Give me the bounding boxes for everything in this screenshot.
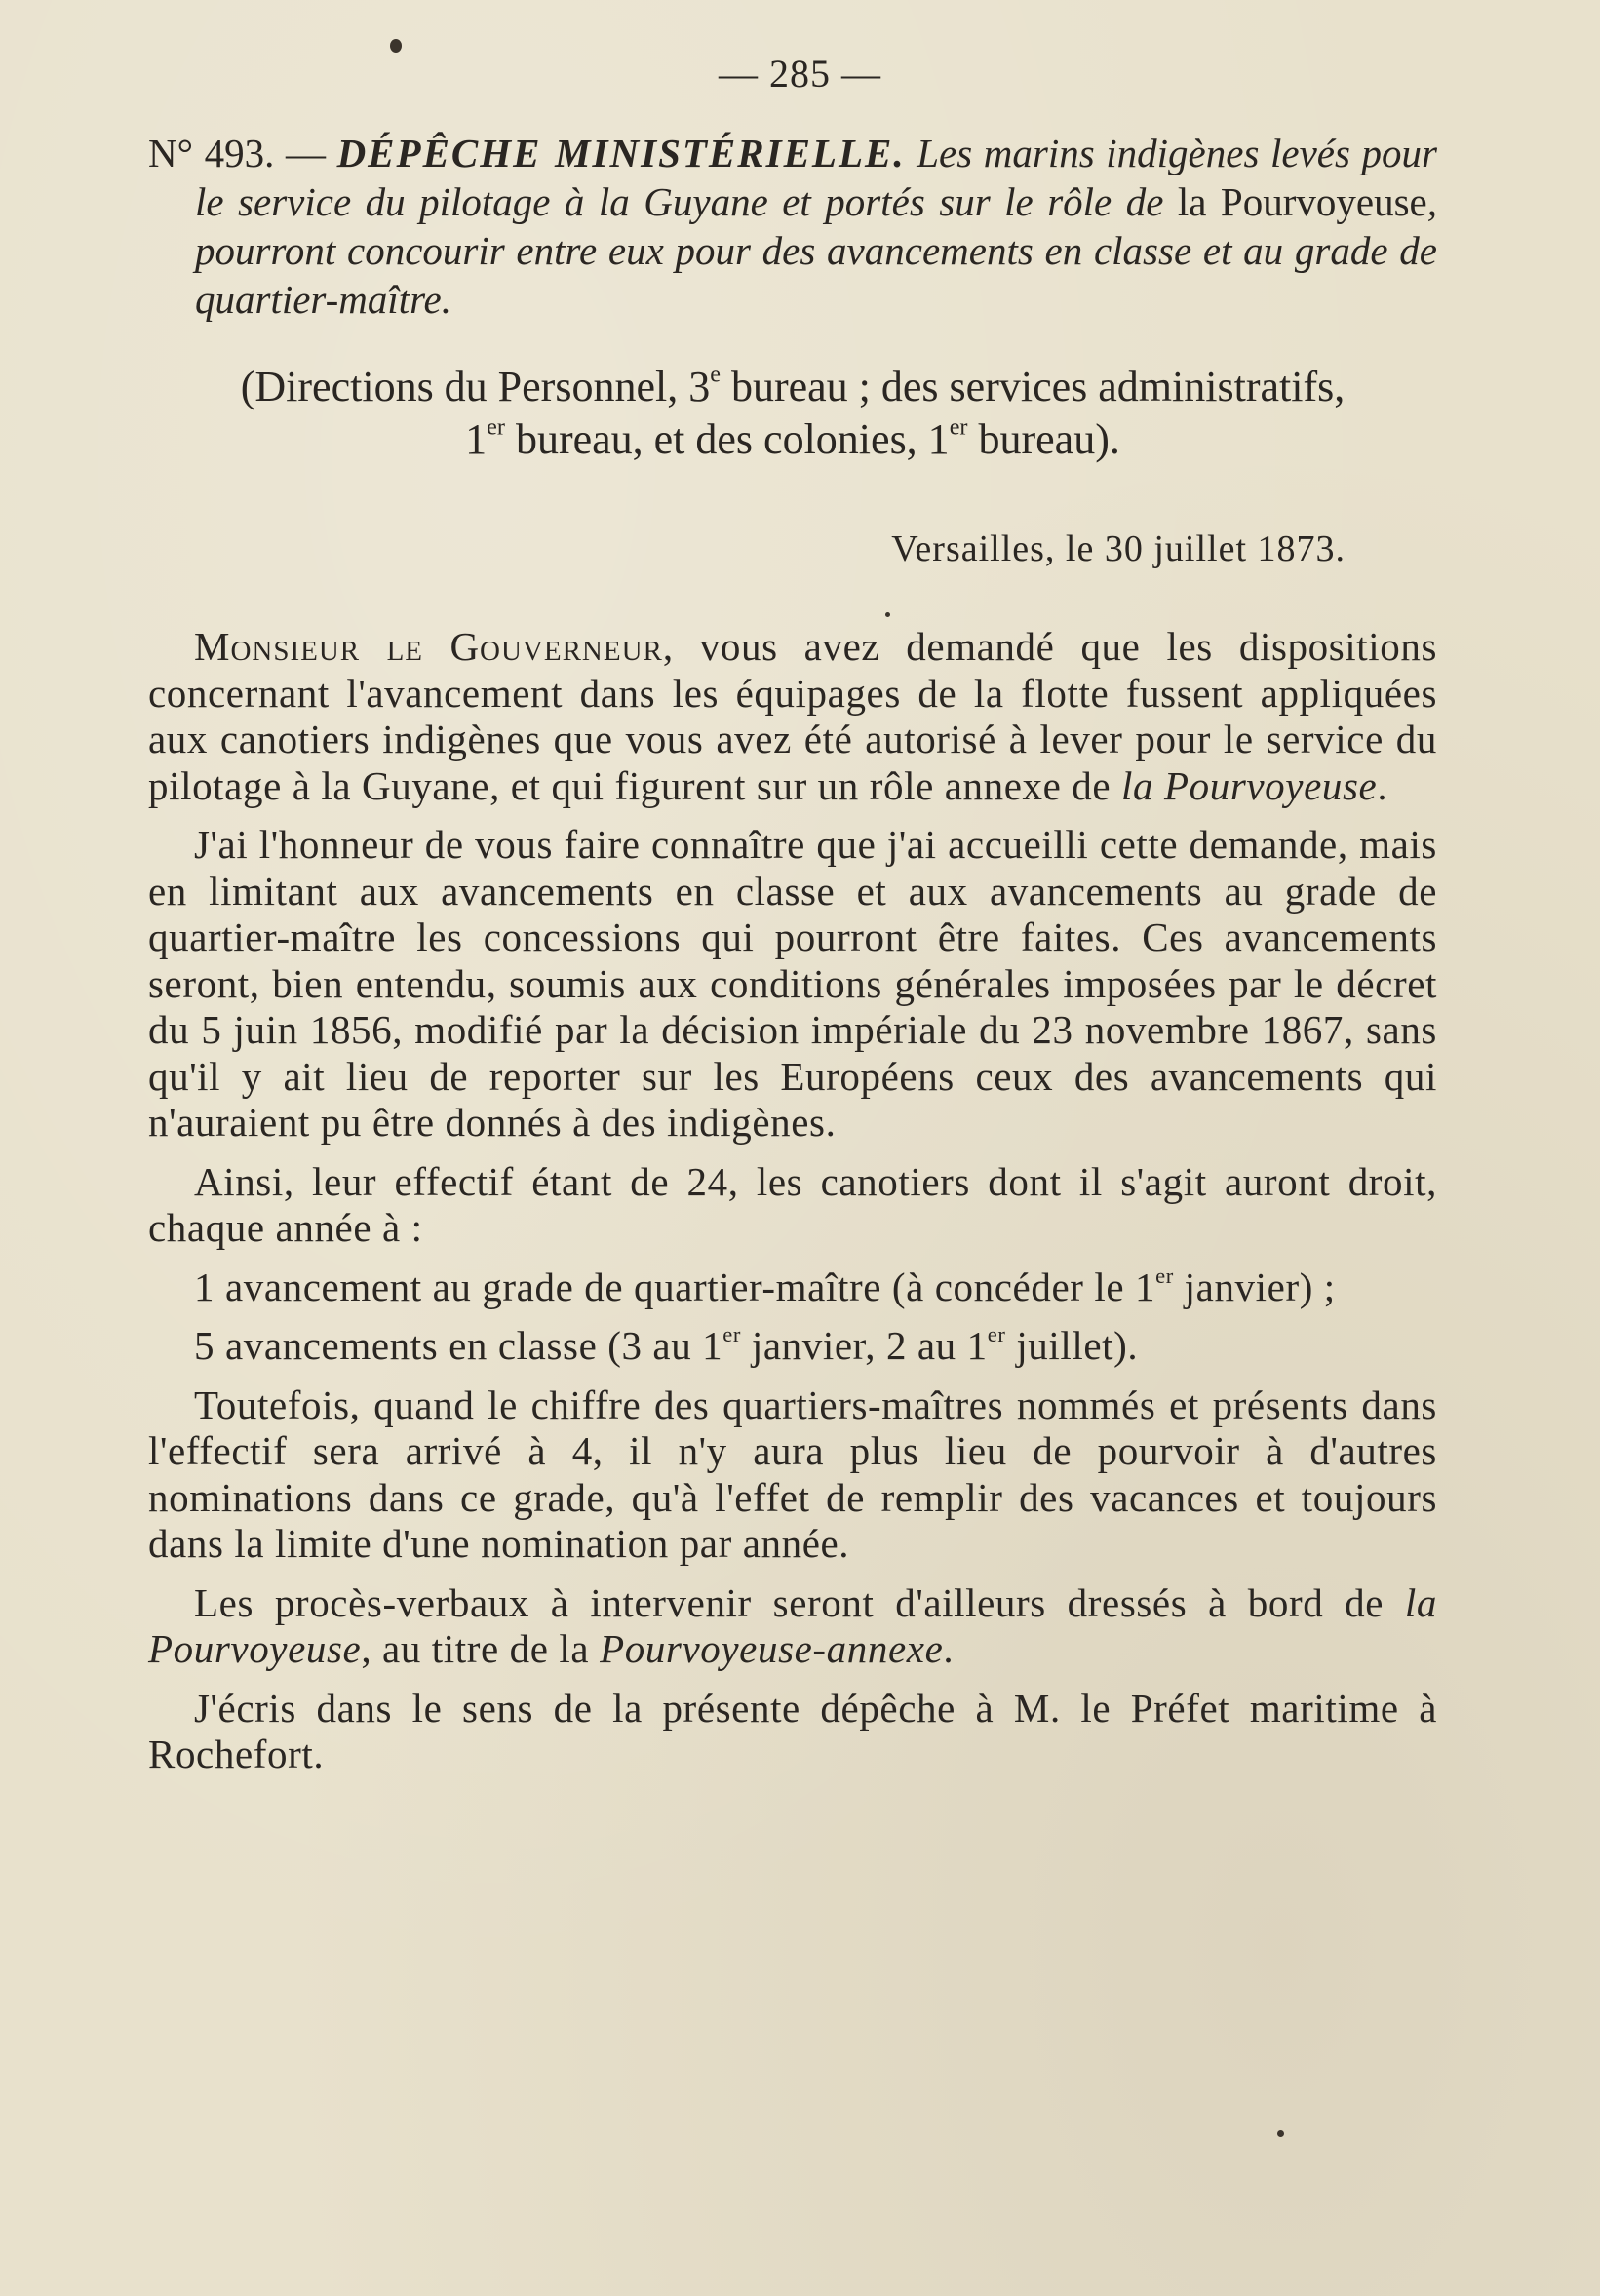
paragraph-3: Ainsi, leur effectif étant de 24, les canotiers dont il s'agit auront droit, chaque année à :	[148, 1158, 1437, 1250]
ordinal-sup: er	[487, 413, 505, 441]
dispatch-summary-ship: la Pourvoyeuse	[1177, 179, 1427, 224]
paragraph-1-text: , vous avez demandé que les dispositions concernant l'avancement dans les équipages de la flotte fussent appliquées aux canotiers indigènes que vous avez été autorisé à lever pour le service du pilotage à la Guyane, et qui figurent sur un rôle annexe de	[148, 624, 1437, 808]
dispatch-heading	[148, 129, 1437, 324]
paragraph-5-c: juillet).	[1005, 1323, 1139, 1368]
paragraph-7-b: , au titre de la	[361, 1626, 601, 1671]
directions-line-2	[148, 413, 1437, 466]
ordinal-sup: er	[949, 413, 968, 441]
paragraph-7	[148, 1580, 1437, 1673]
ink-speck	[1277, 2130, 1284, 2137]
dateline: Versailles, le 30 juillet 1873.	[891, 528, 1346, 569]
page-number: — 285 —	[719, 52, 881, 96]
paragraph-5	[148, 1323, 1437, 1370]
paragraph-6: Toutefois, quand le chiffre des quartiers-maîtres nommés et présents dans l'effectif sera arrivé à 4, il n'y aura plus lieu de pourvoir à d'autres nominations dans ce grade, qu'à l'effet de remplir des vacances et toujours dans la limite d'une nomination par année.	[148, 1381, 1437, 1566]
paragraph-4	[148, 1265, 1437, 1311]
ordinal-sup: er	[1155, 1263, 1174, 1288]
ordinal-sup: er	[987, 1321, 1006, 1346]
paragraph-8: J'écris dans le sens de la présente dépêche à M. le Préfet maritime à Rochefort.	[148, 1685, 1437, 1776]
dispatch-summary-part2: , pourront concourir entre eux pour des avancements en classe et au grade de quartier-maître.	[195, 179, 1437, 322]
paragraph-4-a: 1 avancement au grade de quartier-maître (à concéder le 1	[194, 1264, 1156, 1309]
ship-name: la Pourvoyeuse	[148, 1579, 1437, 1671]
paragraph-5-a: 5 avancements en classe (3 au 1	[194, 1323, 723, 1368]
directions-line-1	[148, 361, 1437, 413]
letter-body	[148, 624, 1437, 1791]
ordinal-sup: er	[722, 1321, 741, 1346]
paragraph-1	[148, 624, 1437, 809]
ink-speck	[885, 612, 890, 617]
heading-dash: —	[274, 131, 337, 175]
ship-name-annex: Pourvoyeuse-annexe	[600, 1626, 944, 1671]
dispatch-number: N° 493.	[148, 131, 275, 175]
directions-note	[148, 361, 1437, 466]
directions-line-2-c: bureau).	[967, 415, 1120, 463]
ship-name: la Pourvoyeuse	[1121, 762, 1378, 808]
directions-line-2-a: 1	[465, 415, 488, 463]
dispatch-summary-part1: Les marins indigènes levés pour le service du pilotage à la Guyane et portés sur le rôle de	[195, 131, 1437, 224]
paragraph-2: J'ai l'honneur de vous faire connaître que j'ai accueilli cette demande, mais en limitant aux avancements en classe et aux avancements au grade de quartier-maître les concessions qui pourront être faites. Ces avancements seront, bien entendu, soumis aux conditions générales imposées par le décret du 5 juin 1856, modifié par la décision impériale du 23 novembre 1867, sans qu'il y ait lieu de reporter sur les Européens ceux des avancements qui n'auraient pu être donnés à des indigènes.	[148, 822, 1437, 1145]
ordinal-sup: e	[710, 361, 721, 388]
dispatch-title: DÉPÊCHE MINISTÉRIELLE.	[336, 131, 906, 175]
directions-line-1-text: (Directions du Personnel, 3	[240, 363, 711, 410]
directions-line-1-rest: bureau ; des services administratifs,	[720, 363, 1346, 410]
paragraph-4-b: janvier) ;	[1173, 1264, 1336, 1309]
directions-line-2-b: bureau, et des colonies, 1	[504, 415, 950, 463]
paragraph-7-c: .	[943, 1626, 955, 1671]
paragraph-7-a: Les procès-verbaux à intervenir seront d'ailleurs dressés à bord de	[194, 1579, 1405, 1625]
paragraph-1-end: .	[1377, 762, 1388, 808]
paragraph-5-b: janvier, 2 au 1	[741, 1323, 988, 1368]
salutation: Monsieur le Gouverneur	[194, 624, 663, 669]
